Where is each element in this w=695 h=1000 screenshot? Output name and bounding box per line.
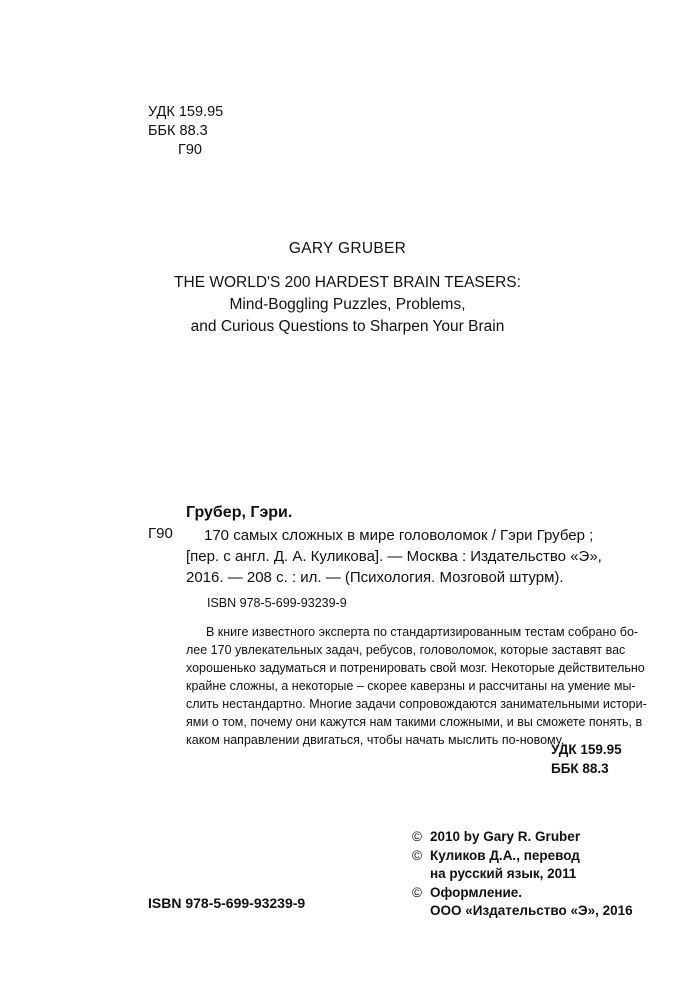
udk-code-bottom: УДК 159.95 [551, 742, 622, 757]
copyright-block [412, 828, 633, 921]
classification-bottom [551, 740, 622, 778]
annotation-line: ями о том, почему они кажутся нам такими сложными, и вы сможете понять, в [186, 715, 643, 729]
copyright-translation-cont: на русский язык, 2011 [430, 866, 577, 881]
annotation-line: лее 170 увлекательных задач, ребусов, головоломок, которые заставят вас [186, 643, 626, 657]
copyright-translation [412, 847, 633, 866]
copyright-icon: © [412, 884, 422, 900]
copyright-original [412, 828, 633, 847]
copyright-publisher: ООО «Издательство «Э», 2016 [430, 903, 633, 918]
author-heading: Грубер, Гэри. [186, 504, 293, 521]
copyright-translation-text: Куликов Д.А., перевод [430, 847, 580, 863]
original-title-line: and Curious Questions to Sharpen Your Brain [190, 318, 505, 335]
bibliographic-description [186, 525, 606, 588]
annotation-line: В книге известного эксперта по стандартизированным тестам собрано бо- [206, 625, 639, 639]
description-line: [пер. с англ. Д. А. Куликова]. — Москва : Издательство «Э», [186, 548, 602, 565]
original-title [0, 272, 695, 338]
isbn-bottom: ISBN 978-5-699-93239-9 [148, 895, 306, 911]
annotation-line: слить нестандартно. Многие задачи сопровождаются занимательными истори- [186, 697, 647, 711]
copyright-icon: © [412, 847, 422, 863]
udk-code: УДК 159.95 [148, 104, 224, 120]
annotation-line: хорошенько задуматься и потренировать свой мозг. Некоторые действительно [186, 661, 645, 675]
bbk-code: ББК 88.3 [148, 123, 208, 139]
record-author-mark: Г90 [148, 525, 173, 542]
copyright-original-text: 2010 by Gary R. Gruber [430, 829, 581, 844]
author-mark: Г90 [178, 142, 202, 158]
annotation [186, 623, 647, 749]
annotation-line: каком направлении двигаться, чтобы начать мыслить по-новому. [186, 733, 565, 747]
description-line: 2016. — 208 с. : ил. — (Психология. Мозговой штурм). [186, 569, 564, 586]
copyright-icon: © [412, 829, 422, 844]
original-title-line: THE WORLD'S 200 HARDEST BRAIN TEASERS: [174, 274, 521, 291]
original-title-line: Mind-Boggling Puzzles, Problems, [229, 296, 466, 313]
record-isbn: ISBN 978-5-699-93239-9 [207, 596, 347, 610]
original-author: GARY GRUBER [288, 240, 407, 257]
annotation-line: крайне сложны, а некоторые – скорее каверзны и рассчитаны на умение мы- [186, 679, 636, 693]
description-line: 170 самых сложных в мире головоломок / Гэри Грубер ; [204, 527, 594, 544]
classification-top [148, 103, 223, 160]
copyright-design [412, 884, 633, 903]
copyright-design-text: Оформление. [430, 884, 523, 900]
bbk-code-bottom: ББК 88.3 [551, 761, 609, 776]
